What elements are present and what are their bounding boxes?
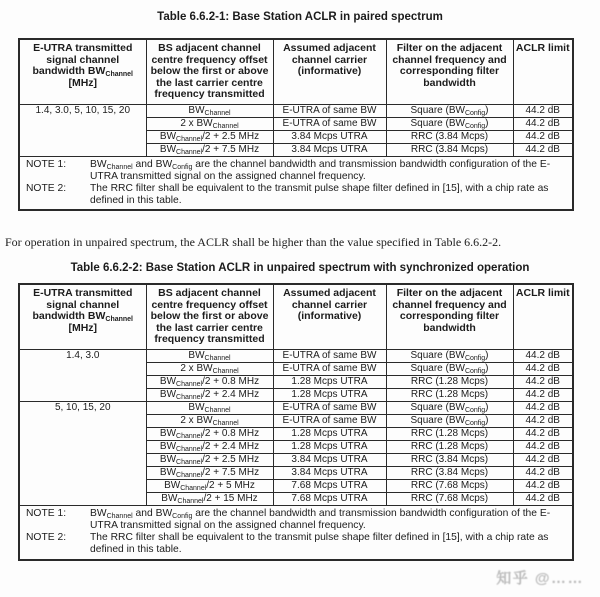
table1-col-header-offset: BS adjacent channel centre frequency offset below the first or above the last carrier centre frequency transmitted [146, 39, 273, 104]
table2-title: Table 6.6.2-2: Base Station ACLR in unpaired spectrum with synchronized operation [70, 262, 530, 275]
table-row [19, 104, 573, 117]
bandwidth-cell: 1.4, 3.0, 5, 10, 15, 20 [19, 104, 146, 156]
table2-col-header-offset: BS adjacent channel centre frequency offset below the first or above the last carrier centre frequency transmitted [146, 284, 273, 349]
offset-cell: $BW_{Channel}/2 + 15$ MHz [146, 492, 273, 505]
limit-cell: 44.2 dB [513, 388, 573, 401]
table2-col-header-limit: ACLR limit [513, 284, 573, 349]
offset-cell: $BW_{Channel}/2 + 2.5$ MHz [146, 130, 273, 143]
table2-col-header-bandwidth: E-UTRA transmitted signal channel bandwidth $BW_{Channel}$ [MHz] [19, 284, 146, 349]
limit-cell: 44.2 dB [513, 466, 573, 479]
offset-cell: $BW_{Channel}/2 + 2.4$ MHz [146, 388, 273, 401]
filter-cell: RRC (3.84 Mcps) [386, 130, 513, 143]
filter-cell: RRC (1.28 Mcps) [386, 427, 513, 440]
limit-cell: 44.2 dB [513, 117, 573, 130]
table2-col-header-carrier: Assumed adjacent channel carrier (informative) [273, 284, 386, 349]
carrier-cell: 3.84 Mcps UTRA [273, 466, 386, 479]
offset-cell: 2 x $BW_{Channel}$ [146, 362, 273, 375]
limit-cell: 44.2 dB [513, 414, 573, 427]
filter-cell: Square $(BW_{Config})$ [386, 401, 513, 414]
offset-cell: 2 x $BW_{Channel}$ [146, 117, 273, 130]
table1-notes [19, 156, 573, 210]
filter-cell: RRC (1.28 Mcps) [386, 375, 513, 388]
note-text: The RRC filter shall be equivalent to the transmit pulse shape filter defined in [15], with a chip rate as defined in this table. [90, 532, 549, 556]
filter-cell: RRC (7.68 Mcps) [386, 492, 513, 505]
filter-cell: RRC (3.84 Mcps) [386, 466, 513, 479]
limit-cell: 44.2 dB [513, 349, 573, 362]
limit-cell: 44.2 dB [513, 492, 573, 505]
offset-cell: 2 x $BW_{Channel}$ [146, 414, 273, 427]
note-text: $BW_{Channel}$ and $BW_{Config}$ are the channel bandwidth and transmission bandwidth configuration of the E-UTRA transmitted signal on the assigned channel frequency. [90, 158, 551, 182]
table2-notes [19, 505, 573, 559]
offset-cell: $BW_{Channel}$ [146, 349, 273, 362]
table2-header-row [19, 284, 573, 349]
filter-cell: RRC (3.84 Mcps) [386, 143, 513, 156]
table1-col-header-carrier: Assumed adjacent channel carrier (informative) [273, 39, 386, 104]
offset-cell: $BW_{Channel}/2 + 0.8$ MHz [146, 427, 273, 440]
table1-header-row [19, 39, 573, 104]
limit-cell: 44.2 dB [513, 479, 573, 492]
limit-cell: 44.2 dB [513, 453, 573, 466]
carrier-cell: 7.68 Mcps UTRA [273, 492, 386, 505]
notes-row [19, 156, 573, 210]
carrier-cell: E-UTRA of same BW [273, 414, 386, 427]
limit-cell: 44.2 dB [513, 104, 573, 117]
limit-cell: 44.2 dB [513, 401, 573, 414]
filter-cell: Square $(BW_{Config})$ [386, 117, 513, 130]
bandwidth-cell: 5, 10, 15, 20 [19, 401, 146, 505]
body-paragraph: For operation in unpaired spectrum, the ACLR shall be higher than the value specified in Table 6.6.2-2. [5, 235, 502, 250]
filter-cell: Square $(BW_{Config})$ [386, 362, 513, 375]
offset-cell: $BW_{Channel}/2 + 7.5$ MHz [146, 143, 273, 156]
table1-col-header-limit: ACLR limit [513, 39, 573, 104]
table1-title: Table 6.6.2-1: Base Station ACLR in paired spectrum [157, 11, 443, 23]
table-row [19, 349, 573, 362]
carrier-cell: 7.68 Mcps UTRA [273, 479, 386, 492]
zhihu-watermark: 知乎 @…… [496, 570, 584, 587]
limit-cell: 44.2 dB [513, 143, 573, 156]
note-2 [26, 532, 566, 556]
offset-cell: $BW_{Channel}$ [146, 104, 273, 117]
filter-cell: RRC (1.28 Mcps) [386, 388, 513, 401]
carrier-cell: 3.84 Mcps UTRA [273, 130, 386, 143]
carrier-cell: 1.28 Mcps UTRA [273, 388, 386, 401]
offset-cell: $BW_{Channel}$ [146, 401, 273, 414]
offset-cell: $BW_{Channel}/2 + 2.5$ MHz [146, 453, 273, 466]
limit-cell: 44.2 dB [513, 130, 573, 143]
carrier-cell: E-UTRA of same BW [273, 401, 386, 414]
limit-cell: 44.2 dB [513, 362, 573, 375]
note-1 [26, 508, 566, 532]
note-text: $BW_{Channel}$ and $BW_{Config}$ are the channel bandwidth and transmission bandwidth configuration of the E-UTRA transmitted signal on the assigned channel frequency. [90, 507, 551, 532]
note-1 [26, 159, 566, 183]
offset-cell: $BW_{Channel}/2 + 2.4$ MHz [146, 440, 273, 453]
filter-cell: Square $(BW_{Config})$ [386, 349, 513, 362]
carrier-cell: 1.28 Mcps UTRA [273, 440, 386, 453]
offset-cell: $BW_{Channel}/2 + 5$ MHz [146, 479, 273, 492]
filter-cell: Square $(BW_{Config})$ [386, 104, 513, 117]
carrier-cell: E-UTRA of same BW [273, 362, 386, 375]
filter-cell: RRC (1.28 Mcps) [386, 440, 513, 453]
carrier-cell: E-UTRA of same BW [273, 349, 386, 362]
carrier-cell: 3.84 Mcps UTRA [273, 143, 386, 156]
limit-cell: 44.2 dB [513, 375, 573, 388]
note-text: The RRC filter shall be equivalent to the transmit pulse shape filter defined in [15], with a chip rate as defined in this table. [90, 182, 549, 207]
note-label: NOTE 2: [26, 532, 67, 544]
carrier-cell: 1.28 Mcps UTRA [273, 375, 386, 388]
bandwidth-cell: 1.4, 3.0 [19, 349, 146, 401]
aclr-table-unpaired [18, 283, 574, 560]
table-row [19, 401, 573, 414]
filter-cell: RRC (7.68 Mcps) [386, 479, 513, 492]
offset-cell: $BW_{Channel}/2 + 7.5$ MHz [146, 466, 273, 479]
note-label: NOTE 1: [26, 507, 67, 519]
limit-cell: 44.2 dB [513, 427, 573, 440]
carrier-cell: 3.84 Mcps UTRA [273, 453, 386, 466]
note-2 [26, 183, 566, 207]
carrier-cell: E-UTRA of same BW [273, 104, 386, 117]
table2-col-header-filter: Filter on the adjacent channel frequency and corresponding filter bandwidth [386, 284, 513, 349]
limit-cell: 44.2 dB [513, 440, 573, 453]
aclr-table-paired [18, 38, 574, 211]
offset-cell: $BW_{Channel}/2 + 0.8$ MHz [146, 375, 273, 388]
carrier-cell: E-UTRA of same BW [273, 117, 386, 130]
note-label: NOTE 2: [26, 182, 67, 194]
filter-cell: Square $(BW_{Config})$ [386, 414, 513, 427]
spec-document-page [0, 11, 600, 597]
note-label: NOTE 1: [26, 158, 67, 170]
table1-col-header-bandwidth: E-UTRA transmitted signal channel bandwidth $BW_{Channel}$ [MHz] [19, 39, 146, 104]
carrier-cell: 1.28 Mcps UTRA [273, 427, 386, 440]
filter-cell: RRC (3.84 Mcps) [386, 453, 513, 466]
notes-row [19, 505, 573, 559]
table1-col-header-filter: Filter on the adjacent channel frequency and corresponding filter bandwidth [386, 39, 513, 104]
